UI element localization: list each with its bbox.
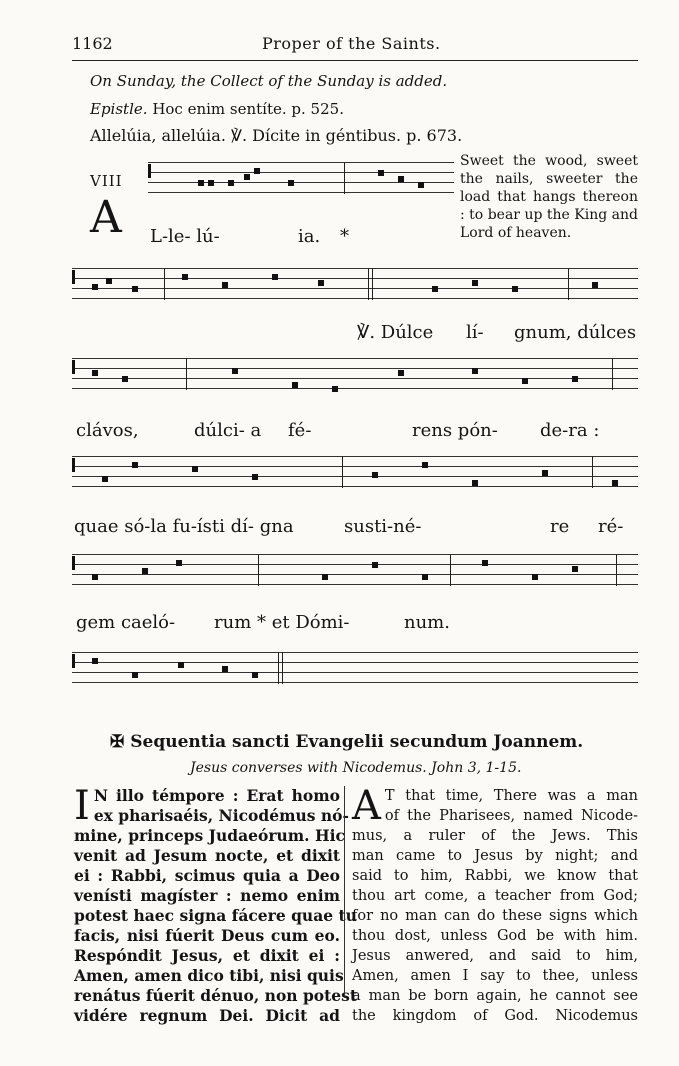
lyric-syllable: rens pón- <box>412 420 498 441</box>
english-line: Amen, amen I say to thee, unless <box>352 968 638 984</box>
lyric-syllable: gnum, dúlces <box>514 322 637 343</box>
lyric-syllable: gem caeló- <box>76 612 176 633</box>
english-line: mus, a ruler of the Jews. This <box>352 828 638 844</box>
chant-initial: A <box>90 192 122 243</box>
running-title: Proper of the Saints. <box>262 34 441 53</box>
chant-staff <box>72 358 638 390</box>
lyric-syllable: clávos, <box>76 420 139 441</box>
lyric-syllable: L-le- lú- <box>150 226 220 247</box>
latin-line: Respóndit Jesus, et dixit ei : <box>74 946 340 965</box>
latin-line: N illo témpore : Erat homo <box>93 786 340 805</box>
english-line: of the Pharisees, named Nicode- <box>384 808 638 824</box>
english-line: thou art come, a teacher from God; <box>352 888 638 904</box>
latin-line: facis, nisi fúerit Deus cum eo. <box>74 926 340 945</box>
latin-line: Amen, amen dico tibi, nisi quis <box>74 966 344 985</box>
latin-line: potest haec signa fácere quae tu <box>74 906 357 925</box>
lyric-syllable: susti-né- <box>344 516 422 537</box>
english-line: T that time, There was a man <box>384 788 638 804</box>
english-column <box>352 783 638 1026</box>
chant-mode: VIII <box>90 172 123 190</box>
column-divider <box>344 786 345 998</box>
english-line: thou dost, unless God be with him. <box>352 928 638 944</box>
english-line: for no man can do these signs which <box>352 908 638 924</box>
header-rule <box>72 60 638 61</box>
latin-drop-cap: I <box>74 783 90 829</box>
latin-column <box>74 783 358 1026</box>
gospel-subtitle: Jesus converses with Nicodemus. John 3, 1-15. <box>190 760 522 776</box>
lyric-syllable: rum * et Dómi- <box>214 612 350 633</box>
latin-line: renátus fúerit dénuo, non potest <box>74 986 358 1005</box>
latin-line: venísti magíster : nemo enim <box>74 886 340 905</box>
chant-staff <box>72 456 638 488</box>
lyric-syllable: ℣. Dúlce <box>357 322 434 343</box>
lyric-asterisk: * <box>340 226 349 247</box>
lyric-syllable: re <box>550 516 570 537</box>
lyric-syllable: fé- <box>288 420 312 441</box>
chant-translation: Sweet the wood, sweet the nails, sweeter the load that hangs thereon : to bear up the King and Lord of heaven. <box>460 153 638 241</box>
latin-line: vidére regnum Dei. Dicit ad <box>74 1006 340 1025</box>
latin-line: ei : Rabbi, scimus quia a Deo <box>74 866 340 885</box>
lyric-syllable: dúlci- a <box>194 420 262 441</box>
lyric-syllable: lí- <box>466 322 484 343</box>
english-line: the kingdom of God. Nicodemus <box>352 1008 638 1024</box>
page-header <box>72 30 638 54</box>
chant-staff <box>148 162 454 194</box>
english-line: said to him, Rabbi, we know that <box>352 868 638 884</box>
cross-icon: ✠ <box>110 732 125 752</box>
lyric-syllable: quae só-la fu-ísti dí- gna <box>74 516 294 537</box>
english-line: Jesus anwered, and said to him, <box>352 948 638 964</box>
english-line: a man be born again, he cannot see <box>352 988 638 1004</box>
latin-line: venit ad Jesum nocte, et dixit <box>74 846 340 865</box>
lyric-syllable: num. <box>404 612 450 633</box>
latin-line: mine, princeps Judaeórum. Hic <box>74 826 345 845</box>
latin-line: ex pharisaéis, Nicodémus nó- <box>93 806 349 825</box>
lyric-syllable: de-ra : <box>540 420 600 441</box>
collect-rubric: On Sunday, the Collect of the Sunday is added. <box>90 72 448 90</box>
lyric-syllable: ia. <box>298 226 321 247</box>
page-number: 1162 <box>72 34 113 53</box>
english-line: man came to Jesus by night; and <box>352 848 638 864</box>
alleluia-rubric: Allelúia, allelúia. ℣. Dícite in géntibus. p. 673. <box>90 126 463 145</box>
chant-staff <box>72 268 638 300</box>
epistle-rubric: Epistle. Hoc enim sentíte. p. 525. <box>90 100 344 118</box>
lyric-syllable: ré- <box>598 516 624 537</box>
english-drop-cap: A <box>352 783 381 829</box>
gospel-title: ✠ Sequentia sancti Evangelii secundum Joannem. <box>110 732 584 752</box>
chant-staff <box>72 554 638 586</box>
chant-staff <box>72 652 638 684</box>
